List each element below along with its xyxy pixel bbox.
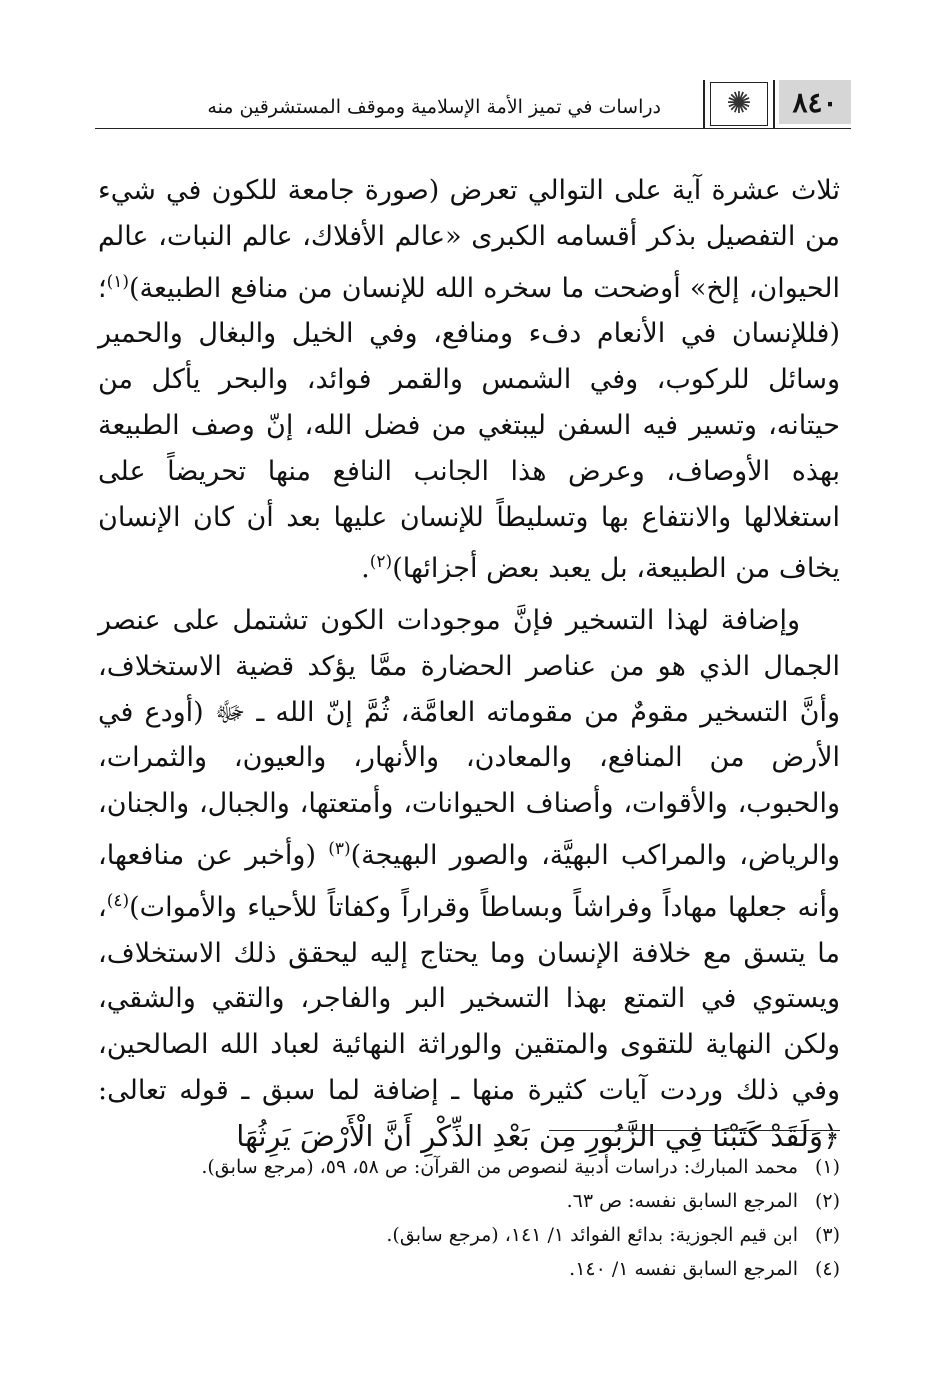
- footnote-number: (٣): [814, 1224, 840, 1246]
- footnote-number: (٤): [814, 1258, 840, 1280]
- paragraph-2-text-b: (وأخبر عن منافعها، وأنه جعلها مهاداً وفراشاً وبساطاً وقراراً وكفاتاً للأحياء والأموات): [98, 839, 840, 923]
- page-header: [95, 78, 851, 129]
- paragraph-1-text-b: ؛ (فللإنسان في الأنعام دفء ومنافع، وفي الخيل والبغال والحمير وسائل للركوب، وفي الشمس والقمر فوائد، والبحر يأكل من حيتانه، وتسير فيه السفن ليبتغي من فضل الله، إنّ وصف الطبيعة بهذه الأوصاف، وعرض هذا الجانب النافع منها تحريضاً على استغلالها والانتفاع بها وتسليطاً للإنسان عليها بعد أن كان الإنسان يخاف من الطبيعة، بل يعبد بعض أجزائها): [98, 272, 840, 585]
- footnote-separator: [549, 1130, 840, 1131]
- footnote-text: محمد المبارك: دراسات أدبية لنصوص من القرآن: ص ٥٨، ٥٩، (مرجع سابق).: [201, 1156, 798, 1178]
- footnote-ref-3: (٣): [328, 838, 351, 859]
- footnote-number: (١): [814, 1156, 840, 1178]
- footnote-text: ابن قيم الجوزية: بدائع الفوائد ١/ ١٤١، (مرجع سابق).: [386, 1224, 798, 1246]
- paragraph-1: [98, 168, 840, 592]
- quran-verse: ﴿وَلَقَدْ كَتَبْنَا فِي الزَّبُورِ مِن بَعْدِ الذِّكْرِ أَنَّ الْأَرْضَ يَرِثُهَا: [236, 1118, 840, 1153]
- footnote-ref-2: (٢): [369, 552, 393, 573]
- footnote-item: [98, 1150, 840, 1184]
- footnote-number: (٢): [814, 1190, 840, 1212]
- footnote-item: [98, 1218, 840, 1252]
- paragraph-2-text-a: وإضافة لهذا التسخير فإنَّ موجودات الكون تشتمل على عنصر الجمال الذي هو من عناصر الحضارة ممَّا يؤكد قضية الاستخلاف، وأنَّ التسخير مقومٌ من مقوماته العامَّة، ثُمَّ إنّ الله ـ ﷻ (أودع في الأرض من المنافع، والمعادن، والأنهار، والعيون، والثمرات، والحبوب، والأقوات، وأصناف الحيوانات، وأمتعتها، والجبال، والجنان، والرياض، والمراكب البهيَّة، والصور البهيجة): [98, 605, 841, 871]
- footnote-ref-4: (٤): [106, 890, 130, 911]
- footnote-item: [98, 1184, 840, 1218]
- footnote-item: [98, 1252, 840, 1286]
- paragraph-1-text-a: ثلاث عشرة آية على التوالي تعرض (صورة جامعة للكون في شيء من التفصيل بذكر أقسامه الكبرى «عالم الأفلاك، عالم النبات، عالم الحيوان، إلخ» أوضحت ما سخره الله للإنسان من منافع الطبيعة): [98, 175, 840, 304]
- page-number: ٨٤٠: [779, 80, 851, 124]
- footnote-text: المرجع السابق نفسه: ص ٦٣.: [566, 1190, 798, 1212]
- paragraph-2-text-c: ، ما يتسق مع خلافة الإنسان وما يحتاج إليه ليحقق ذلك الاستخلاف، ويستوي في التمتع بهذا التسخير البر والفاجر، والتقي والشقي، ولكن النهاية للتقوى والمتقين والوراثة النهائية لعباد الله الصالحين، وفي ذلك وردت آيات كثيرة منها ـ إضافة لما سبق ـ قوله تعالى:: [98, 891, 840, 1106]
- paragraph-1-end: .: [361, 553, 370, 585]
- footnotes: [98, 1150, 840, 1286]
- paragraph-2: [98, 598, 840, 1161]
- footnote-text: المرجع السابق نفسه ١/ ١٤٠.: [569, 1258, 798, 1280]
- geometric-ornament-icon: ✺: [710, 82, 768, 126]
- header-ornament: [703, 80, 775, 128]
- footnote-ref-1: (١): [106, 271, 130, 292]
- book-title: دراسات في تميز الأمة الإسلامية وموقف المستشرقين منه: [207, 96, 661, 118]
